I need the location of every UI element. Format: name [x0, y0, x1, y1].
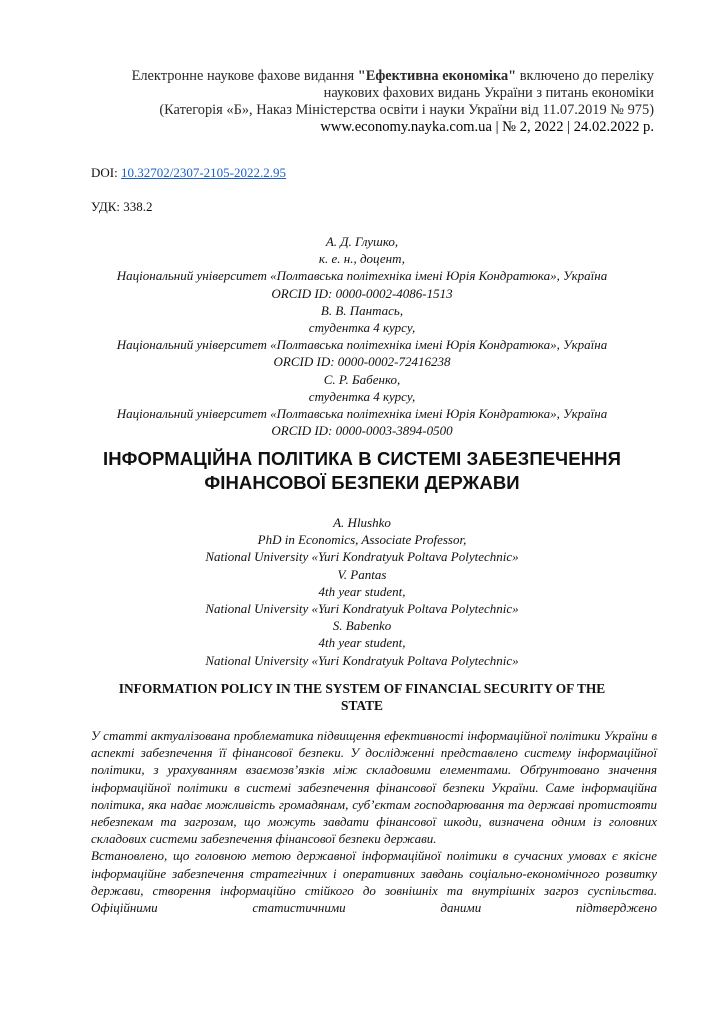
author-line: С. Р. Бабенко, [323, 371, 401, 387]
author-line: PhD in Economics, Associate Professor, [257, 532, 467, 548]
doi-line [91, 165, 286, 181]
doi-label: DOI: [91, 165, 121, 180]
article-title-ukrainian: ІНФОРМАЦІЙНА ПОЛІТИКА В СИСТЕМІ ЗАБЕЗПЕЧЕННЯ ФІНАНСОВОЇ БЕЗПЕКИ ДЕРЖАВИ [102, 448, 622, 493]
author-line: студентка 4 курсу, [308, 320, 416, 336]
udk-code: УДК: 338.2 [91, 199, 153, 214]
abstract-paragraph: Встановлено, що головною метою державної інформаційної політики в сучасних умовах є якісне інформаційне забезпечення стратегічних і оперативних завдань соціально-економічного розвитку держави, створення інформаційно стійкого до зовнішніх та внутрішніх загроз суспільства. Офіційними статистичними даними підтверджено [91, 848, 657, 916]
journal-name: "Ефективна економіка" [357, 68, 517, 84]
author-line: ORCID ID: 0000-0003-3894-0500 [271, 423, 453, 439]
abstract-paragraph: У статті актуалізована проблематика підвищення ефективності інформаційної політики України в аспекті забезпечення її фінансової безпеки. У дослідженні представлено систему інформаційної політики, з урахуванням взаємозв’язків між складовими елементами. Обґрунтовано значення інформаційної політики в системі забезпечення фінансової безпеки України. Саме інформаційна політика, яка надає можливість громадянам, суб’єктам господарювання та державі протистояти небезпекам та загрозам, що можуть завдати фінансової шкоди, визначена одним із головних складових системи забезпечення фінансової безпеки держави. [91, 728, 657, 847]
journal-header [54, 68, 654, 136]
journal-issue-info: www.economy.nayka.com.ua | № 2, 2022 | 24.02.2022 р. [320, 119, 654, 135]
authors-ukrainian [70, 233, 654, 439]
author-line: ORCID ID: 0000-0002-72416238 [273, 354, 451, 370]
author-line: 4th year student, [318, 635, 406, 651]
article-title-english: INFORMATION POLICY IN THE SYSTEM OF FINANCIAL SECURITY OF THE STATE [118, 681, 606, 713]
author-line: A. Hlushko [333, 515, 391, 530]
author-line: ORCID ID: 0000-0002-4086-1513 [271, 285, 453, 301]
journal-header-line-3: (Категорія «Б», Наказ Міністерства освіти і науки України від 11.07.2019 № 975) [159, 102, 654, 118]
author-line: S. Babenko [332, 618, 392, 634]
author-line: National University «Yuri Kondratyuk Poltava Polytechnic» [205, 652, 519, 668]
author-line: А. Д. Глушко, [325, 234, 399, 249]
author-line: к. е. н., доцент, [318, 251, 406, 267]
abstract [91, 727, 657, 916]
author-line: V. Pantas [337, 566, 387, 582]
author-line: Національний університет «Полтавська політехніка імені Юрія Кондратюка», Україна [116, 406, 608, 422]
journal-header-line-2: наукових фахових видань України з питань економіки [323, 85, 654, 101]
author-line: Національний університет «Полтавська політехніка імені Юрія Кондратюка», Україна [116, 337, 608, 353]
author-line: Національний університет «Полтавська політехніка імені Юрія Кондратюка», Україна [116, 268, 608, 284]
authors-english [70, 514, 654, 669]
author-line: 4th year student, [318, 583, 406, 599]
author-line: В. В. Пантась, [320, 302, 404, 318]
author-line: студентка 4 курсу, [308, 388, 416, 404]
journal-header-line-1: Електронне наукове фахове видання "Ефективна економіка" включено до переліку [131, 68, 654, 84]
author-line: National University «Yuri Kondratyuk Poltava Polytechnic» [205, 601, 519, 617]
author-line: National University «Yuri Kondratyuk Poltava Polytechnic» [205, 549, 519, 565]
doi-link[interactable]: 10.32702/2307-2105-2022.2.95 [120, 165, 286, 180]
